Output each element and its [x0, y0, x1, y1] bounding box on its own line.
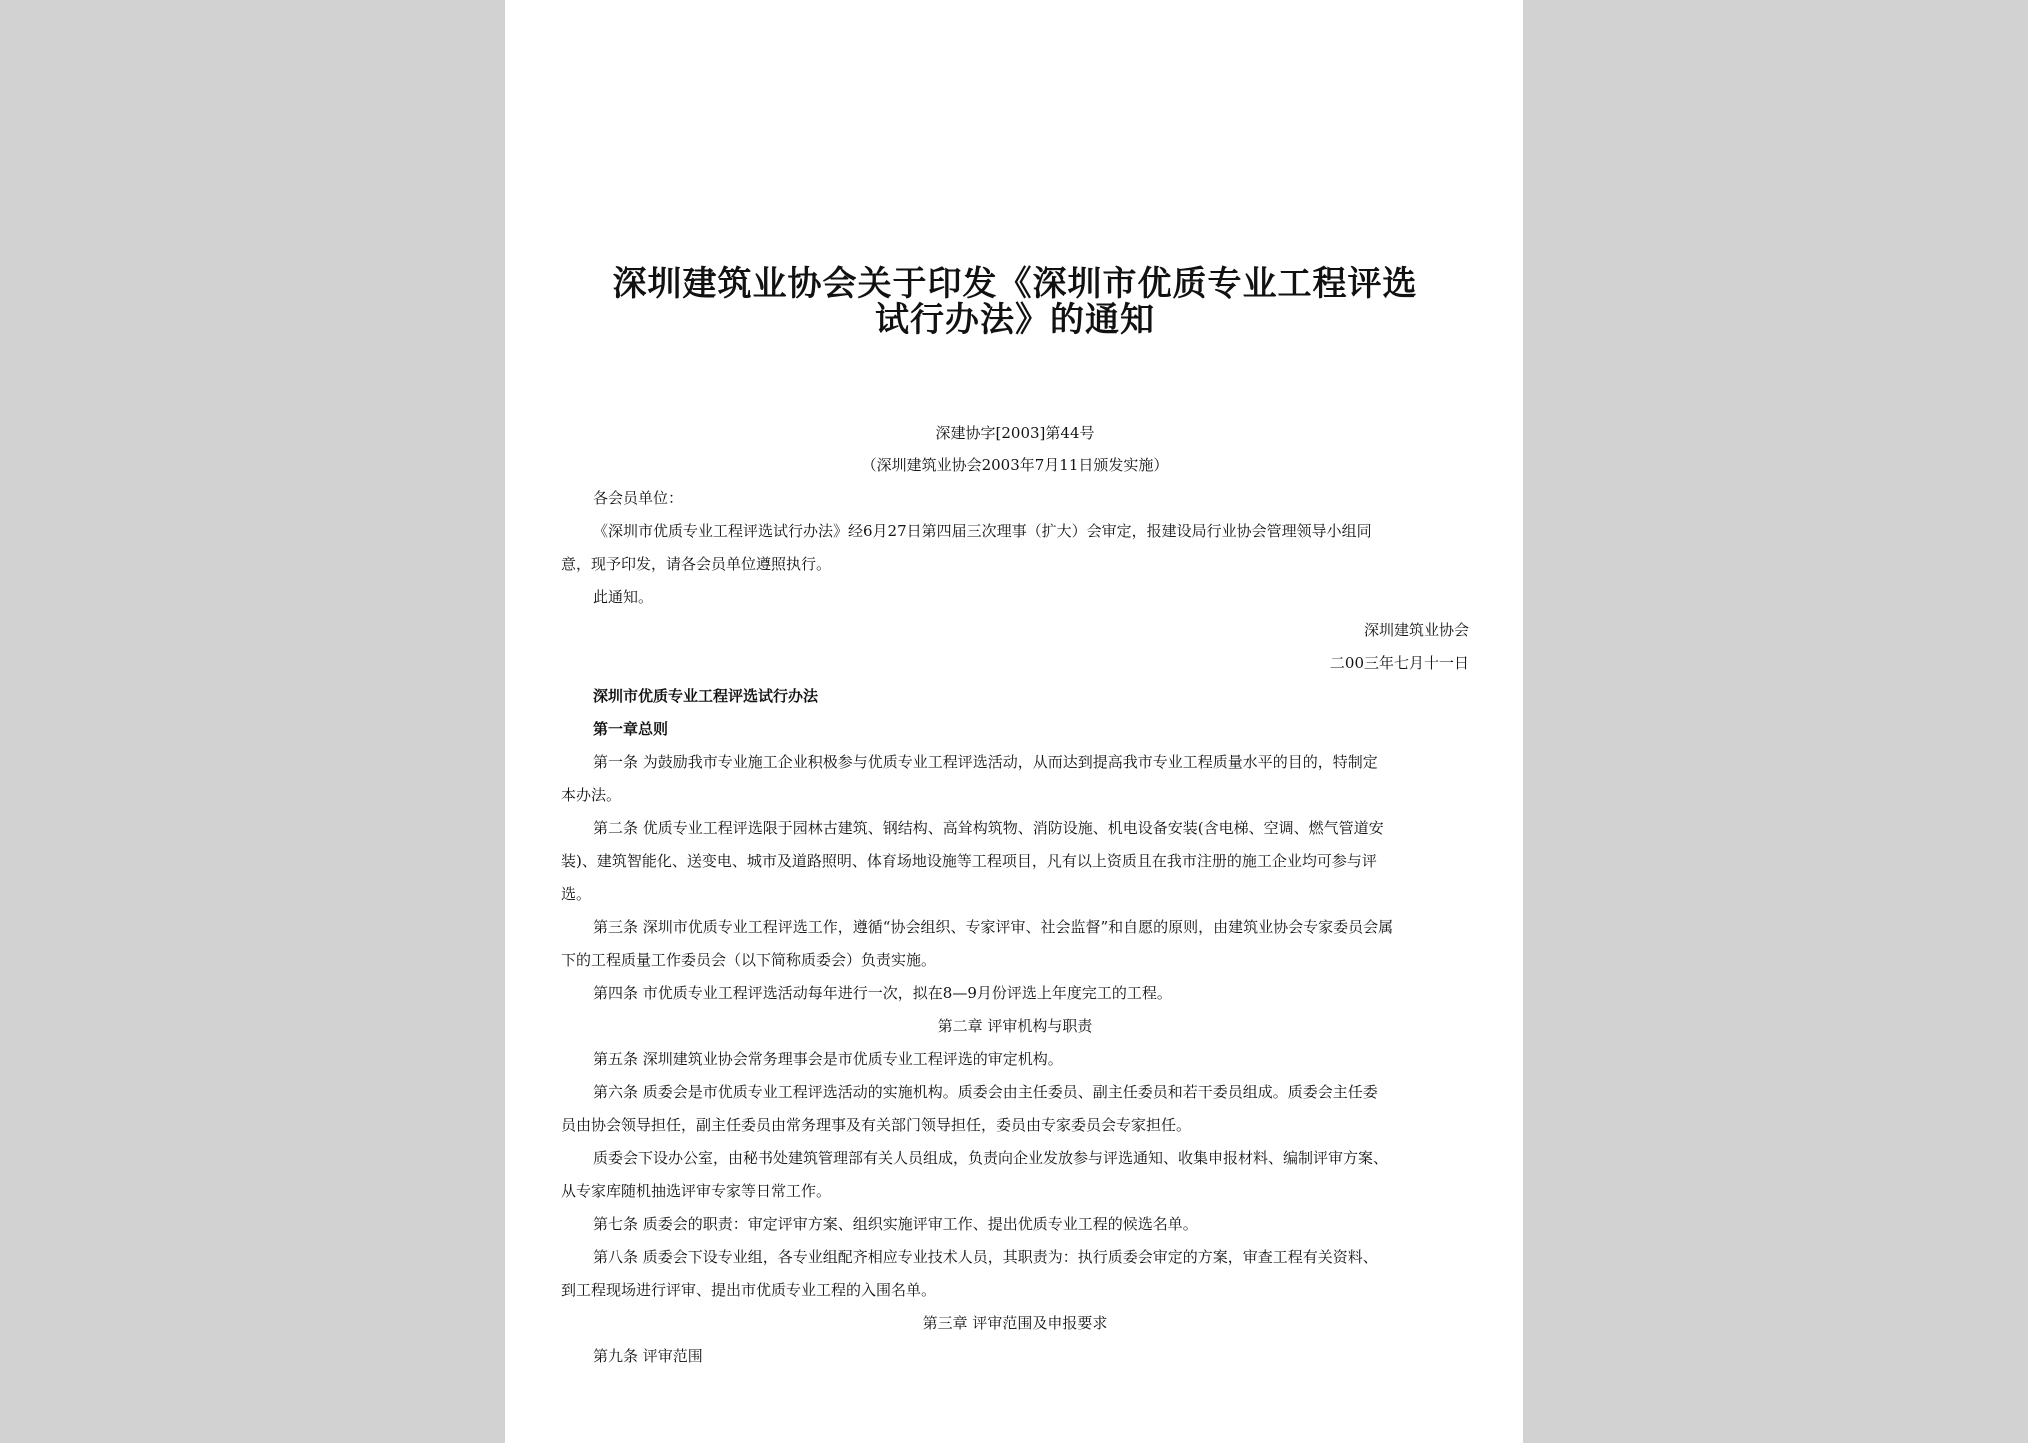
article2-line3: 选。: [561, 885, 592, 903]
chapter3-heading: 第三章 评审范围及申报要求: [922, 1314, 1108, 1332]
article2-line2: 装)、建筑智能化、送变电、城市及道路照明、体育场地设施等工程项目，凡有以上资质且在我市注册的施工企业均可参与评: [561, 852, 1377, 870]
sign-date: 二00三年七月十一日: [1329, 654, 1469, 672]
salutation: 各会员单位：: [593, 489, 684, 507]
article3-line2: 下的工程质量工作委员会（以下简称质委会）负责实施。: [561, 951, 937, 969]
article4: 第四条 市优质专业工程评选活动每年进行一次，拟在8—9月份评选上年度完工的工程。: [593, 984, 1172, 1002]
doc-number: 深建协字[2003]第44号: [935, 424, 1095, 442]
article6-line2: 员由协会领导担任，副主任委员由常务理事及有关部门领导担任，委员由专家委员会专家担任。: [561, 1116, 1192, 1134]
article8-line1: 第八条 质委会下设专业组，各专业组配齐相应专业技术人员，其职责为：执行质委会审定的方案，审查工程有关资料、: [593, 1248, 1378, 1266]
chapter2-heading: 第二章 评审机构与职责: [937, 1017, 1093, 1035]
article5: 第五条 深圳建筑业协会常务理事会是市优质专业工程评选的审定机构。: [593, 1050, 1063, 1068]
document-page: [505, 0, 1523, 1443]
article9: 第九条 评审范围: [593, 1347, 703, 1365]
office-line1: 质委会下设办公室，由秘书处建筑管理部有关人员组成，负责向企业发放参与评选通知、收集申报材料、编制评审方案、: [593, 1149, 1389, 1167]
article2-line1: 第二条 优质专业工程评选限于园林古建筑、钢结构、高耸构筑物、消防设施、机电设备安装(含电梯、空调、燃气管道安: [593, 819, 1384, 837]
chapter1-heading: 第一章总则: [593, 720, 669, 738]
article1-line2: 本办法。: [561, 786, 622, 804]
issue-note: （深圳建筑业协会2003年7月11日颁发实施）: [861, 456, 1169, 474]
article3-line1: 第三条 深圳市优质专业工程评选工作，遵循“协会组织、专家评审、社会监督”和自愿的原则，由建筑业协会专家委员会属: [593, 918, 1394, 936]
article6-line1: 第六条 质委会是市优质专业工程评选活动的实施机构。质委会由主任委员、副主任委员和若干委员组成。质委会主任委: [593, 1083, 1378, 1101]
signer: 深圳建筑业协会: [1363, 621, 1469, 639]
document-title-line1: 深圳建筑业协会关于印发《深圳市优质专业工程评选: [612, 264, 1418, 304]
article8-line2: 到工程现场进行评审、提出市优质专业工程的入围名单。: [561, 1281, 937, 1299]
article7: 第七条 质委会的职责：审定评审方案、组织实施评审工作、提出优质专业工程的候选名单。: [593, 1215, 1198, 1233]
body-p1-line2: 意，现予印发，请各会员单位遵照执行。: [561, 555, 832, 573]
office-line2: 从专家库随机抽选评审专家等日常工作。: [561, 1182, 832, 1200]
document-title-line2: 试行办法》的通知: [875, 300, 1155, 340]
closing: 此通知。: [593, 588, 654, 606]
article1-line1: 第一条 为鼓励我市专业施工企业积极参与优质专业工程评选活动，从而达到提高我市专业工程质量水平的目的，特制定: [593, 753, 1378, 771]
body-p1-line1: 《深圳市优质专业工程评选试行办法》经6月27日第四届三次理事（扩大）会审定，报建设局行业协会管理领导小组同: [593, 522, 1372, 540]
section-title: 深圳市优质专业工程评选试行办法: [593, 687, 819, 705]
